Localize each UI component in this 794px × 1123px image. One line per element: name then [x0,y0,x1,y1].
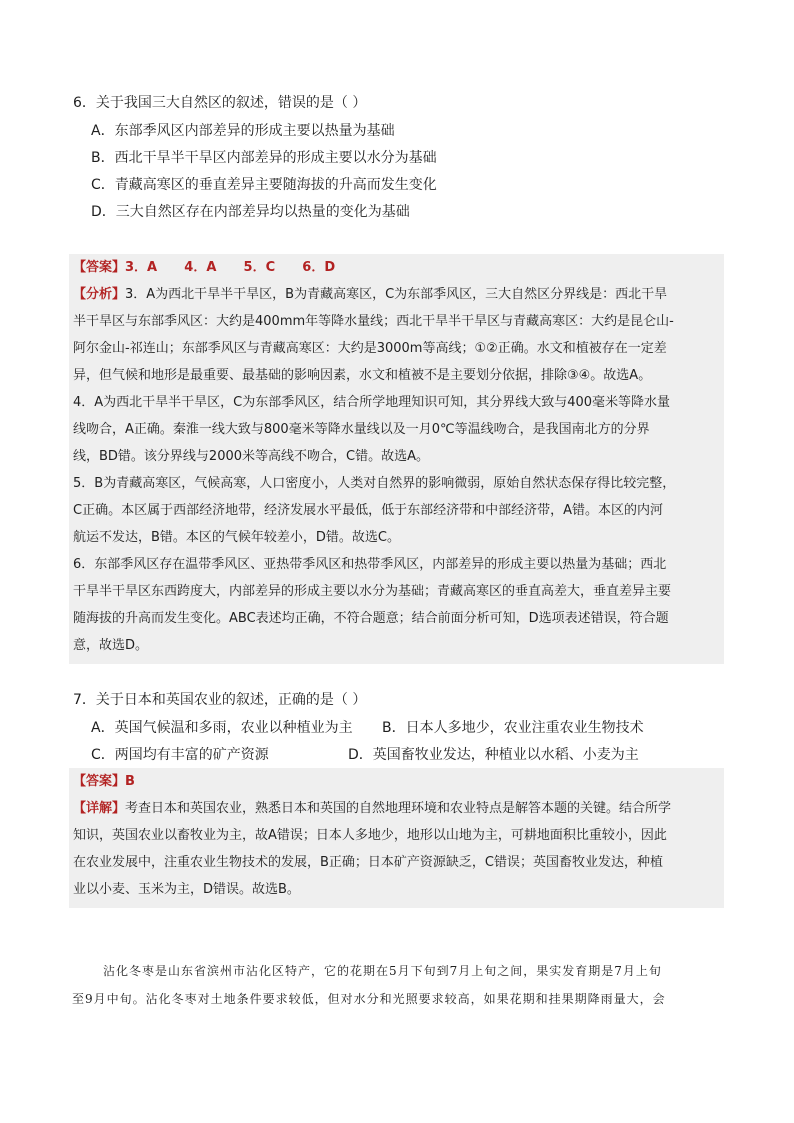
analysis-line: 线，BD错。该分界线与2000米等高线不吻合，C错。故选A。 [73,449,429,464]
analysis-line: 半干旱区与东部季风区：大约是400mm年等降水量线；西北干旱半干旱区与青藏高寒区：大约是昆仑山- [73,314,674,329]
answer-tag: 【答案】 [73,774,126,789]
detail-line: 考查日本和英国农业，熟悉日本和英国的自然地理环境和农业特点是解答本题的关键。结合所学 [125,801,672,816]
analysis-line: 3．A为西北干旱半干旱区，B为青藏高寒区，C为东部季风区，三大自然区分界线是：西北干旱 [125,287,668,302]
question-7-option-c: C．两国均有丰富的矿产资源 [91,747,269,763]
analysis-line: 5．B为青藏高寒区，气候高寒，人口密度小，人类对自然界的影响微弱，原始自然状态保存得比较完整， [73,476,676,491]
analysis-line: 线吻合，A正确。秦淮一线大致与800毫米等降水量线以及一月0℃等温线吻合，是我国南北方的分界 [73,422,650,437]
question-6-option-a: A．东部季风区内部差异的形成主要以热量为基础 [91,123,395,139]
answer-text: B [125,774,135,789]
passage-line: 沾化冬枣是山东省滨州市沾化区特产，它的花期在5月下旬到7月上旬之间，果实发育期是7月上旬 [103,964,662,978]
question-6-option-d: D．三大自然区存在内部差异均以热量的变化为基础 [91,204,410,220]
analysis-line: 航运不发达，B错。本区的气候年较差小，D错。故选C。 [73,530,401,545]
answer-tag: 【答案】 [73,260,126,275]
analysis-line: 阿尔金山-祁连山；东部季风区与青藏高寒区：大约是3000m等高线；①②正确。水文和植被存在一定差 [73,341,667,356]
analysis-line: C正确。本区属于西部经济地带，经济发展水平最低，低于东部经济带和中部经济带，A错。本区的内河 [73,503,663,518]
detail-tag: 【详解】 [73,801,126,816]
analysis-line: 随海拔的升高而发生变化。ABC表述均正确，不符合题意；结合前面分析可知，D选项表述错误，符合题 [73,611,669,626]
question-6-option-c: C．青藏高寒区的垂直差异主要随海拔的升高而发生变化 [91,177,437,193]
analysis-line: 异，但气候和地形是最重要、最基础的影响因素，水文和植被不是主要划分依据，排除③④。故选A。 [73,368,652,383]
question-6-title: 6．关于我国三大自然区的叙述，错误的是（ ） [73,95,367,111]
answer-detail-block [69,768,724,908]
detail-line: 业以小麦、玉米为主，D错误。故选B。 [73,882,300,897]
analysis-line: 干旱半干旱区东西跨度大，内部差异的形成主要以水分为基础；青藏高寒区的垂直高差大，垂直差异主要 [73,584,672,599]
question-7-option-d: D．英国畜牧业发达，种植业以水稻、小麦为主 [348,747,639,763]
question-7-option-a: A．英国气候温和多雨，农业以种植业为主 [91,720,353,736]
passage-line: 至9月中旬。沾化冬枣对土地条件要求较低，但对水分和光照要求较高，如果花期和挂果期降雨量大，会 [72,992,666,1006]
question-6-option-b: B．西北干旱半干旱区内部差异的形成主要以水分为基础 [91,150,437,166]
analysis-tag: 【分析】 [73,287,126,302]
answer-text: 3．A 4．A 5．C 6．D [125,260,336,275]
analysis-line: 4．A为西北干旱半干旱区，C为东部季风区，结合所学地理知识可知，其分界线大致与400毫米等降水量 [73,395,671,410]
detail-line: 知识，英国农业以畜牧业为主，故A错误；日本人多地少，地形以山地为主，可耕地面积比重较小，因此 [73,828,667,843]
question-7-title: 7．关于日本和英国农业的叙述，正确的是（ ） [73,692,367,708]
detail-line: 在农业发展中，注重农业生物技术的发展，B正确；日本矿产资源缺乏，C错误；英国畜牧业发达，种植 [73,855,663,870]
analysis-line: 意，故选D。 [73,638,149,653]
answer-analysis-block [69,254,724,664]
question-7-option-b: B．日本人多地少，农业注重农业生物技术 [382,720,644,736]
analysis-line: 6．东部季风区存在温带季风区、亚热带季风区和热带季风区，内部差异的形成主要以热量为基础；西北 [73,557,667,572]
